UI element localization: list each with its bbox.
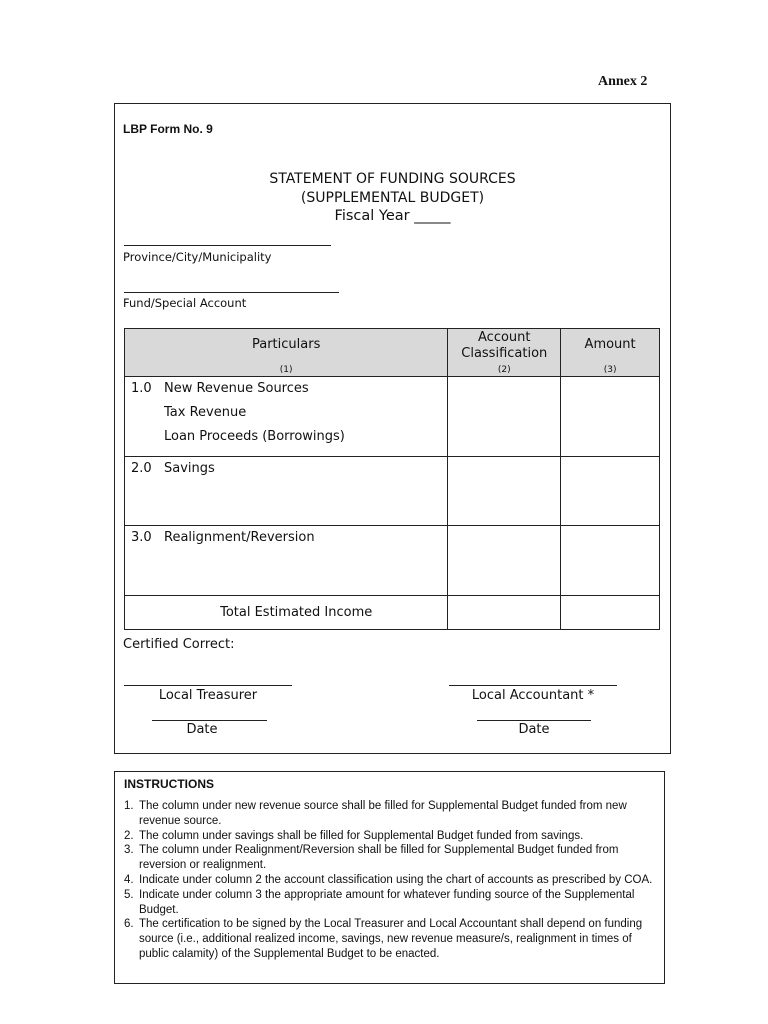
instructions-box bbox=[114, 771, 665, 984]
instruction-item: 1. The column under new revenue source shall be filled for Supplemental Budget funded from new revenue source. bbox=[124, 800, 627, 827]
table-row: 2.0 Savings bbox=[125, 457, 660, 526]
instruction-item: 4. Indicate under column 2 the account classification using the chart of accounts as prescribed by COA. bbox=[124, 873, 653, 886]
header-amount: Amount (3) bbox=[561, 329, 660, 377]
total-classification-cell bbox=[448, 596, 561, 630]
treasurer-date-line bbox=[152, 720, 267, 721]
table-row: 1.0 New Revenue Sources Tax Revenue Loan Proceeds (Borrowings) bbox=[125, 377, 660, 457]
instruction-item: 2. The column under savings shall be filled for Supplemental Budget funded from savings. bbox=[124, 829, 584, 842]
form-subtitle: (SUPPLEMENTAL BUDGET) bbox=[300, 190, 485, 206]
header-account-classification: Account Classification (2) bbox=[448, 329, 561, 377]
fund-line bbox=[124, 292, 339, 293]
accountant-label: Local Accountant * bbox=[471, 688, 595, 703]
form-title: STATEMENT OF FUNDING SOURCES bbox=[269, 171, 516, 187]
province-label: Province/City/Municipality bbox=[123, 250, 272, 264]
header-particulars: Particulars (1) bbox=[125, 329, 448, 377]
treasurer-label: Local Treasurer bbox=[158, 688, 258, 703]
province-line bbox=[124, 245, 331, 246]
treasurer-signature-line bbox=[124, 685, 292, 686]
total-row bbox=[125, 596, 660, 630]
table-header-row bbox=[125, 329, 660, 377]
fund-label: Fund/Special Account bbox=[123, 296, 247, 310]
instruction-item: 3. The column under Realignment/Reversion shall be filled for Supplemental Budget funded from reversion or realignment. bbox=[124, 844, 619, 872]
accountant-date-label: Date bbox=[518, 722, 550, 737]
account-classification-cell bbox=[448, 526, 561, 596]
total-label: Total Estimated Income bbox=[125, 596, 448, 630]
form-number: LBP Form No. 9 bbox=[123, 122, 213, 136]
table-row: 3.0 Realignment/Reversion bbox=[125, 526, 660, 596]
account-classification-cell bbox=[448, 377, 561, 457]
total-amount-cell bbox=[561, 596, 660, 630]
accountant-signature-line bbox=[449, 685, 617, 686]
treasurer-date-label: Date bbox=[186, 722, 218, 737]
amount-cell bbox=[561, 457, 660, 526]
annex-label: Annex 2 bbox=[598, 74, 648, 89]
amount-cell bbox=[561, 526, 660, 596]
fiscal-year: Fiscal Year _____ bbox=[334, 208, 451, 224]
funding-sources-table bbox=[124, 328, 660, 630]
amount-cell bbox=[561, 377, 660, 457]
account-classification-cell bbox=[448, 457, 561, 526]
instruction-item: 5. Indicate under column 3 the appropriate amount for whatever funding source of the Supplemental Budget. bbox=[124, 888, 635, 916]
instructions-list bbox=[124, 799, 654, 962]
accountant-date-line bbox=[477, 720, 591, 721]
certified-correct-label: Certified Correct: bbox=[123, 637, 235, 652]
instructions-title: INSTRUCTIONS bbox=[124, 777, 214, 791]
instruction-item: 6. The certification to be signed by the Local Treasurer and Local Accountant shall depend on funding source (i.e., additional realized income, savings, new revenue measure/s, realignment in times of public calamity) of the Supplemental Budget to be enacted. bbox=[124, 918, 643, 960]
